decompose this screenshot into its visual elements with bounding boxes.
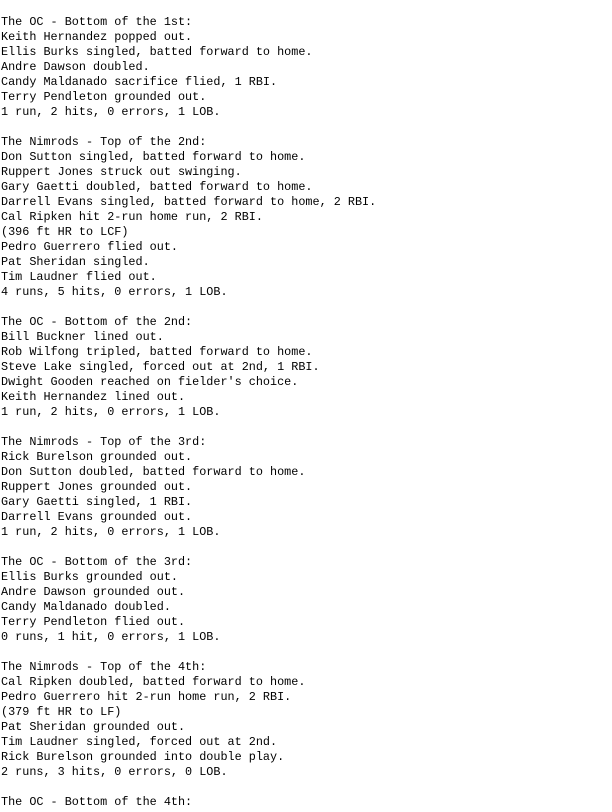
log-line: Pedro Guerrero flied out. [1,240,178,254]
inning-block [1,15,612,120]
log-line: Darrell Evans singled, batted forward to home, 2 RBI. [1,195,377,209]
log-line: Andre Dawson grounded out. [1,585,186,599]
log-line: Cal Ripken hit 2-run home run, 2 RBI. [1,210,263,224]
inning-block [1,135,612,300]
log-line: Steve Lake singled, forced out at 2nd, 1 RBI. [1,360,320,374]
log-line: 1 run, 2 hits, 0 errors, 1 LOB. [1,105,221,119]
inning-block [1,660,612,780]
log-line: 1 run, 2 hits, 0 errors, 1 LOB. [1,525,221,539]
log-line: Keith Hernandez lined out. [1,390,186,404]
log-line: Gary Gaetti doubled, batted forward to home. [1,180,313,194]
log-line: Terry Pendleton grounded out. [1,90,207,104]
log-line: Gary Gaetti singled, 1 RBI. [1,495,193,509]
log-line: Tim Laudner flied out. [1,270,157,284]
log-line: 0 runs, 1 hit, 0 errors, 1 LOB. [1,630,221,644]
log-line: (396 ft HR to LCF) [1,225,129,239]
log-line: Terry Pendleton flied out. [1,615,186,629]
log-line: Pedro Guerrero hit 2-run home run, 2 RBI. [1,690,292,704]
log-line: Dwight Gooden reached on fielder's choice. [1,375,299,389]
log-line: Darrell Evans grounded out. [1,510,193,524]
log-line: Rick Burelson grounded out. [1,450,193,464]
inning-header: The OC - Bottom of the 1st: [1,15,193,29]
log-line: Ellis Burks singled, batted forward to home. [1,45,313,59]
inning-block [1,795,612,810]
inning-block [1,315,612,420]
log-line: (379 ft HR to LF) [1,705,122,719]
inning-block [1,435,612,540]
log-line: Rob Wilfong tripled, batted forward to home. [1,345,313,359]
log-line: 1 run, 2 hits, 0 errors, 1 LOB. [1,405,221,419]
log-line: Don Sutton doubled, batted forward to home. [1,465,306,479]
inning-block [1,555,612,645]
inning-header: The OC - Bottom of the 4th: [1,795,193,809]
log-line: Rick Burelson grounded into double play. [1,750,285,764]
log-line: Cal Ripken doubled, batted forward to home. [1,675,306,689]
log-line: Ellis Burks grounded out. [1,570,178,584]
log-line: Candy Maldanado sacrifice flied, 1 RBI. [1,75,278,89]
log-line: 2 runs, 3 hits, 0 errors, 0 LOB. [1,765,228,779]
inning-header: The OC - Bottom of the 2nd: [1,315,193,329]
inning-header: The Nimrods - Top of the 3rd: [1,435,207,449]
log-line: Pat Sheridan grounded out. [1,720,186,734]
log-line: Candy Maldanado doubled. [1,600,171,614]
log-line: Ruppert Jones grounded out. [1,480,193,494]
inning-header: The Nimrods - Top of the 2nd: [1,135,207,149]
log-line: 4 runs, 5 hits, 0 errors, 1 LOB. [1,285,228,299]
log-line: Keith Hernandez popped out. [1,30,193,44]
inning-header: The OC - Bottom of the 3rd: [1,555,193,569]
log-line: Andre Dawson doubled. [1,60,150,74]
log-line: Pat Sheridan singled. [1,255,150,269]
inning-header: The Nimrods - Top of the 4th: [1,660,207,674]
log-line: Tim Laudner singled, forced out at 2nd. [1,735,278,749]
log-line: Don Sutton singled, batted forward to home. [1,150,306,164]
log-line: Ruppert Jones struck out swinging. [1,165,242,179]
log-line: Bill Buckner lined out. [1,330,164,344]
